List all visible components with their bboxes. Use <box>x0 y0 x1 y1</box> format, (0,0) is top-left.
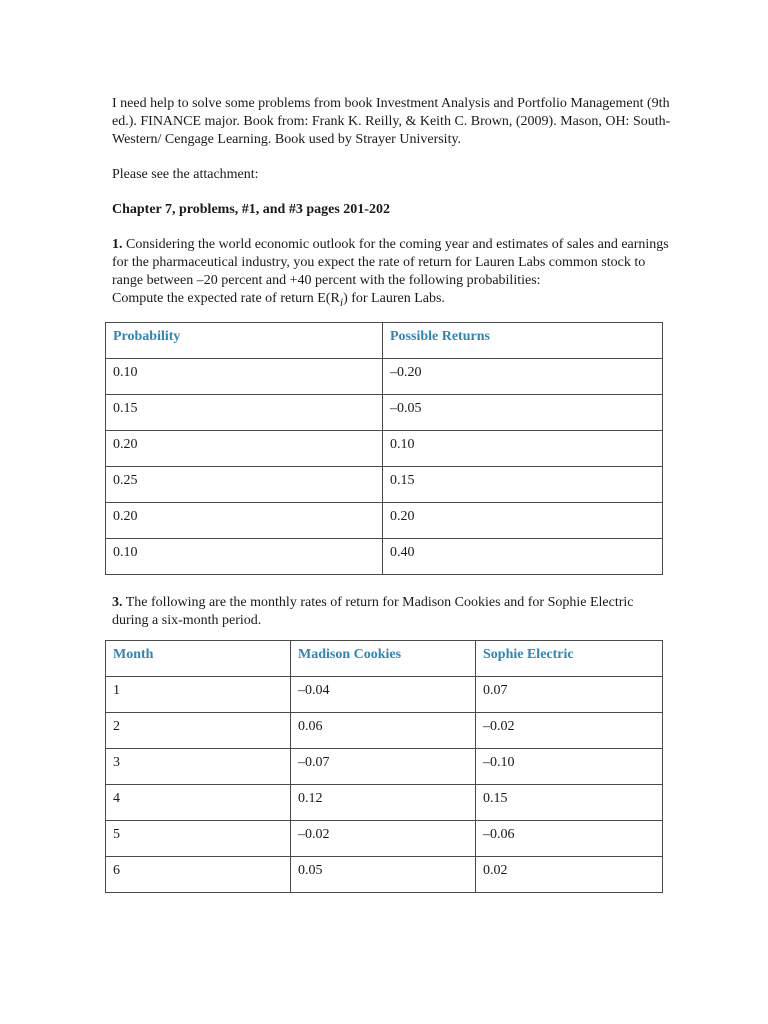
sophie-cell: –0.02 <box>476 712 663 748</box>
month-cell: 1 <box>106 676 291 712</box>
probability-cell: 0.20 <box>106 430 383 466</box>
problem-1-instruction-suffix: ) for Lauren Labs. <box>343 291 445 306</box>
probability-cell: 0.20 <box>106 502 383 538</box>
madison-cell: 0.12 <box>291 784 476 820</box>
return-cell: 0.20 <box>383 502 663 538</box>
month-cell: 4 <box>106 784 291 820</box>
probability-cell: 0.15 <box>106 394 383 430</box>
return-cell: 0.40 <box>383 538 663 574</box>
table-row <box>106 748 663 784</box>
column-header-probability: Probability <box>106 322 383 358</box>
table-row <box>106 394 663 430</box>
probability-cell: 0.10 <box>106 358 383 394</box>
return-cell: –0.20 <box>383 358 663 394</box>
table-header-row <box>106 322 663 358</box>
problem-3-body: The following are the monthly rates of return for Madison Cookies and for Sophie Electric during a six-month period. <box>112 594 634 628</box>
problem-3-text <box>112 594 672 630</box>
probability-cell: 0.10 <box>106 538 383 574</box>
madison-cell: 0.05 <box>291 856 476 892</box>
month-cell: 3 <box>106 748 291 784</box>
month-cell: 5 <box>106 820 291 856</box>
table-row <box>106 856 663 892</box>
probability-cell: 0.25 <box>106 466 383 502</box>
madison-cell: –0.07 <box>291 748 476 784</box>
sophie-cell: –0.10 <box>476 748 663 784</box>
return-cell: 0.15 <box>383 466 663 502</box>
problem-1-instruction-sub: i <box>339 295 344 309</box>
sophie-cell: 0.15 <box>476 784 663 820</box>
madison-cell: 0.06 <box>291 712 476 748</box>
table-header-row <box>106 640 663 676</box>
chapter-heading: Chapter 7, problems, #1, and #3 pages 201-202 <box>112 202 390 217</box>
sophie-cell: 0.07 <box>476 676 663 712</box>
table-row <box>106 502 663 538</box>
problem-3-number: 3. <box>112 594 123 610</box>
sophie-cell: –0.06 <box>476 820 663 856</box>
monthly-returns-table <box>105 640 663 893</box>
table-row <box>106 358 663 394</box>
column-header-possible-returns: Possible Returns <box>383 322 663 358</box>
table-row <box>106 538 663 574</box>
intro-paragraph: I need help to solve some problems from book Investment Analysis and Portfolio Management (9th ed.). FINANCE major. Book from: Frank K. Reilly, & Keith C. Brown, (2009). Mason, OH: South-Western/ Cengage Learning. Book used by Strayer University. <box>112 96 671 147</box>
column-header-madison-cookies: Madison Cookies <box>291 640 476 676</box>
problem-1-instruction-prefix: Compute the expected rate of return E(R <box>112 291 340 306</box>
problem-1-number: 1. <box>112 237 123 252</box>
document-page <box>112 95 672 893</box>
return-cell: 0.10 <box>383 430 663 466</box>
month-cell: 2 <box>106 712 291 748</box>
return-cell: –0.05 <box>383 394 663 430</box>
table-row <box>106 430 663 466</box>
table-row <box>106 784 663 820</box>
column-header-sophie-electric: Sophie Electric <box>476 640 663 676</box>
column-header-month: Month <box>106 640 291 676</box>
madison-cell: –0.04 <box>291 676 476 712</box>
sophie-cell: 0.02 <box>476 856 663 892</box>
problem-1-body: Considering the world economic outlook for the coming year and estimates of sales and earnings for the pharmaceutical industry, you expect the rate of return for Lauren Labs common stock to range between –20 percent and +40 percent with the following probabilities: <box>112 237 669 288</box>
month-cell: 6 <box>106 856 291 892</box>
probability-returns-table <box>105 322 663 575</box>
madison-cell: –0.02 <box>291 820 476 856</box>
table-row <box>106 712 663 748</box>
problem-1-text <box>112 236 672 312</box>
table-row <box>106 466 663 502</box>
attachment-note: Please see the attachment: <box>112 167 259 182</box>
table-row <box>106 676 663 712</box>
table-row <box>106 820 663 856</box>
